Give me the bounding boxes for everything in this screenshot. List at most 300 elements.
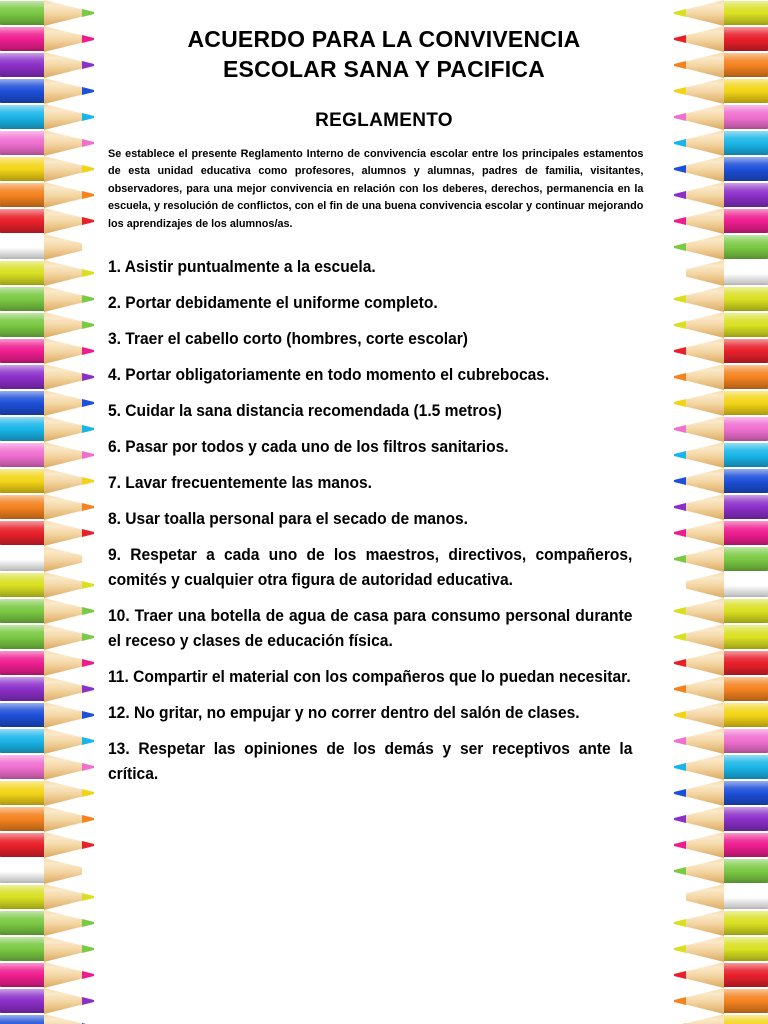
pencil-icon bbox=[0, 936, 96, 962]
pencil-icon bbox=[672, 234, 768, 260]
pencil-icon bbox=[672, 338, 768, 364]
pencil-icon bbox=[672, 208, 768, 234]
pencil-lead-point bbox=[674, 945, 686, 953]
pencil-wood-tip bbox=[44, 78, 84, 104]
pencil-icon bbox=[0, 234, 96, 260]
pencil-barrel bbox=[722, 365, 768, 389]
pencil-wood-tip bbox=[44, 104, 84, 130]
rule-item: 3. Traer el cabello corto (hombres, corte escolar) bbox=[108, 330, 469, 349]
pencil-barrel bbox=[0, 469, 46, 493]
pencil-wood-tip bbox=[684, 988, 724, 1014]
pencil-wood-tip bbox=[44, 624, 84, 650]
pencil-lead-point bbox=[674, 451, 686, 459]
pencil-barrel bbox=[0, 209, 46, 233]
pencil-wood-tip bbox=[684, 234, 724, 260]
pencil-barrel bbox=[0, 365, 46, 389]
pencil-lead-point bbox=[82, 243, 94, 251]
pencil-barrel bbox=[0, 599, 46, 623]
pencil-lead-point bbox=[674, 685, 686, 693]
pencil-lead-point bbox=[674, 191, 686, 199]
pencil-lead-point bbox=[674, 9, 686, 17]
pencil-barrel bbox=[722, 573, 768, 597]
pencil-barrel bbox=[0, 911, 46, 935]
title-line-2: ESCOLAR SANA Y PACIFICA bbox=[223, 56, 545, 82]
pencil-lead-point bbox=[82, 295, 94, 303]
pencil-lead-point bbox=[674, 971, 686, 979]
pencil-icon bbox=[0, 832, 96, 858]
pencil-wood-tip bbox=[44, 546, 84, 572]
pencil-wood-tip bbox=[684, 286, 724, 312]
page-title bbox=[108, 24, 660, 84]
pencil-icon bbox=[672, 728, 768, 754]
pencil-wood-tip bbox=[44, 312, 84, 338]
rules-list bbox=[108, 255, 660, 787]
pencil-icon bbox=[0, 156, 96, 182]
pencil-barrel bbox=[722, 339, 768, 363]
pencil-barrel bbox=[722, 417, 768, 441]
pencil-barrel bbox=[722, 183, 768, 207]
pencil-lead-point bbox=[82, 711, 94, 719]
pencil-barrel bbox=[0, 313, 46, 337]
pencil-lead-point bbox=[674, 243, 686, 251]
pencil-barrel bbox=[0, 781, 46, 805]
pencil-icon bbox=[0, 546, 96, 572]
pencil-barrel bbox=[0, 27, 46, 51]
pencil-icon bbox=[0, 442, 96, 468]
pencil-icon bbox=[672, 78, 768, 104]
pencil-barrel bbox=[722, 79, 768, 103]
rule-item: 8. Usar toalla personal para el secado de manos. bbox=[108, 510, 469, 529]
pencil-icon bbox=[0, 988, 96, 1014]
pencil-wood-tip bbox=[684, 208, 724, 234]
pencil-icon bbox=[672, 598, 768, 624]
pencil-lead-point bbox=[674, 815, 686, 823]
pencil-barrel bbox=[722, 521, 768, 545]
pencil-lead-point bbox=[82, 893, 94, 901]
pencil-icon bbox=[0, 780, 96, 806]
pencil-wood-tip bbox=[684, 442, 724, 468]
pencil-barrel bbox=[0, 287, 46, 311]
pencil-icon bbox=[672, 286, 768, 312]
pencil-lead-point bbox=[674, 165, 686, 173]
pencil-barrel bbox=[0, 53, 46, 77]
pencil-wood-tip bbox=[684, 468, 724, 494]
pencil-wood-tip bbox=[684, 806, 724, 832]
pencil-icon bbox=[672, 572, 768, 598]
pencil-lead-point bbox=[674, 555, 686, 563]
pencil-icon bbox=[0, 26, 96, 52]
pencil-wood-tip bbox=[44, 234, 84, 260]
pencil-icon bbox=[0, 208, 96, 234]
pencil-wood-tip bbox=[44, 286, 84, 312]
pencil-icon bbox=[0, 520, 96, 546]
pencil-lead-point bbox=[82, 35, 94, 43]
pencil-barrel bbox=[722, 261, 768, 285]
pencil-lead-point bbox=[674, 139, 686, 147]
pencil-wood-tip bbox=[684, 26, 724, 52]
pencil-wood-tip bbox=[684, 546, 724, 572]
pencil-barrel bbox=[0, 651, 46, 675]
pencil-icon bbox=[0, 130, 96, 156]
rule-item: 9. Respetar a cada uno de los maestros, directivos, compañeros, comités y cualquier otra figura de autoridad educativa. bbox=[108, 546, 633, 590]
pencil-wood-tip bbox=[44, 988, 84, 1014]
pencil-lead-point bbox=[82, 555, 94, 563]
pencil-icon bbox=[672, 364, 768, 390]
pencil-wood-tip bbox=[684, 182, 724, 208]
pencil-lead-point bbox=[82, 477, 94, 485]
pencil-wood-tip bbox=[44, 650, 84, 676]
pencil-icon bbox=[672, 676, 768, 702]
pencil-lead-point bbox=[674, 659, 686, 667]
rule-item: 2. Portar debidamente el uniforme completo. bbox=[108, 294, 438, 313]
pencil-icon bbox=[0, 416, 96, 442]
pencil-barrel bbox=[0, 261, 46, 285]
pencil-lead-point bbox=[82, 61, 94, 69]
pencil-wood-tip bbox=[44, 26, 84, 52]
pencil-wood-tip bbox=[44, 936, 84, 962]
pencil-lead-point bbox=[82, 9, 94, 17]
pencil-barrel bbox=[0, 833, 46, 857]
pencil-wood-tip bbox=[684, 754, 724, 780]
rule-item: 5. Cuidar la sana distancia recomendada (1.5 metros) bbox=[108, 402, 502, 421]
pencil-icon bbox=[672, 624, 768, 650]
pencil-barrel bbox=[722, 859, 768, 883]
pencil-barrel bbox=[722, 937, 768, 961]
pencil-wood-tip bbox=[44, 832, 84, 858]
pencil-lead-point bbox=[674, 581, 686, 589]
pencil-icon bbox=[672, 702, 768, 728]
pencil-lead-point bbox=[674, 217, 686, 225]
pencil-icon bbox=[0, 598, 96, 624]
pencil-wood-tip bbox=[44, 520, 84, 546]
pencil-icon bbox=[0, 728, 96, 754]
pencil-wood-tip bbox=[44, 364, 84, 390]
pencil-icon bbox=[0, 364, 96, 390]
pencil-lead-point bbox=[674, 711, 686, 719]
pencil-lead-point bbox=[82, 165, 94, 173]
pencil-barrel bbox=[722, 235, 768, 259]
pencil-lead-point bbox=[82, 217, 94, 225]
pencil-wood-tip bbox=[684, 130, 724, 156]
pencil-wood-tip bbox=[44, 390, 84, 416]
pencil-barrel bbox=[722, 469, 768, 493]
pencil-icon bbox=[0, 312, 96, 338]
pencil-wood-tip bbox=[684, 572, 724, 598]
pencil-barrel bbox=[722, 53, 768, 77]
pencil-wood-tip bbox=[44, 468, 84, 494]
pencil-barrel bbox=[0, 131, 46, 155]
pencil-barrel bbox=[0, 677, 46, 701]
pencil-lead-point bbox=[674, 321, 686, 329]
pencil-lead-point bbox=[674, 893, 686, 901]
pencil-wood-tip bbox=[44, 780, 84, 806]
pencil-wood-tip bbox=[44, 338, 84, 364]
pencil-lead-point bbox=[674, 425, 686, 433]
pencil-icon bbox=[672, 312, 768, 338]
pencil-barrel bbox=[722, 989, 768, 1013]
pencil-wood-tip bbox=[44, 494, 84, 520]
pencil-wood-tip bbox=[44, 572, 84, 598]
document-content bbox=[96, 0, 672, 1024]
pencil-lead-point bbox=[674, 87, 686, 95]
pencil-icon bbox=[0, 572, 96, 598]
pencil-barrel bbox=[722, 729, 768, 753]
pencil-lead-point bbox=[674, 503, 686, 511]
title-line-1: ACUERDO PARA LA CONVIVENCIA bbox=[187, 26, 581, 52]
pencil-wood-tip bbox=[684, 884, 724, 910]
pencil-lead-point bbox=[674, 113, 686, 121]
pencil-icon bbox=[672, 936, 768, 962]
pencil-wood-tip bbox=[44, 130, 84, 156]
pencil-barrel bbox=[722, 911, 768, 935]
pencil-lead-point bbox=[82, 919, 94, 927]
pencil-icon bbox=[0, 624, 96, 650]
pencil-lead-point bbox=[82, 399, 94, 407]
pencil-barrel bbox=[722, 651, 768, 675]
pencil-lead-point bbox=[82, 529, 94, 537]
pencil-wood-tip bbox=[44, 156, 84, 182]
pencil-wood-tip bbox=[684, 338, 724, 364]
pencil-lead-point bbox=[674, 61, 686, 69]
pencil-lead-point bbox=[674, 997, 686, 1005]
pencil-lead-point bbox=[82, 347, 94, 355]
pencil-icon bbox=[672, 884, 768, 910]
pencil-wood-tip bbox=[44, 754, 84, 780]
pencil-barrel bbox=[0, 807, 46, 831]
pencil-lead-point bbox=[82, 87, 94, 95]
pencil-icon bbox=[0, 260, 96, 286]
pencil-wood-tip bbox=[44, 702, 84, 728]
pencil-icon bbox=[0, 806, 96, 832]
pencil-lead-point bbox=[674, 35, 686, 43]
pencil-barrel bbox=[722, 157, 768, 181]
pencil-barrel bbox=[722, 703, 768, 727]
pencil-barrel bbox=[0, 729, 46, 753]
pencil-lead-point bbox=[82, 867, 94, 875]
pencil-lead-point bbox=[82, 191, 94, 199]
rule-item: 10. Traer una botella de agua de casa para consumo personal durante el receso y clases de educación física. bbox=[108, 607, 633, 651]
pencil-lead-point bbox=[82, 945, 94, 953]
pencil-lead-point bbox=[82, 113, 94, 121]
pencil-wood-tip bbox=[684, 598, 724, 624]
pencil-icon bbox=[672, 416, 768, 442]
rule-item: 1. Asistir puntualmente a la escuela. bbox=[108, 258, 376, 277]
pencil-icon bbox=[0, 702, 96, 728]
pencil-icon bbox=[0, 676, 96, 702]
pencil-barrel bbox=[722, 885, 768, 909]
pencil-barrel bbox=[0, 495, 46, 519]
pencil-lead-point bbox=[674, 373, 686, 381]
rule-item: 12. No gritar, no empujar y no correr dentro del salón de clases. bbox=[108, 704, 580, 723]
pencil-barrel bbox=[0, 391, 46, 415]
pencil-lead-point bbox=[674, 607, 686, 615]
pencil-wood-tip bbox=[684, 962, 724, 988]
pencil-lead-point bbox=[82, 997, 94, 1005]
pencil-wood-tip bbox=[44, 260, 84, 286]
pencil-barrel bbox=[0, 339, 46, 363]
pencil-barrel bbox=[0, 937, 46, 961]
pencil-barrel bbox=[0, 989, 46, 1013]
pencil-icon bbox=[672, 442, 768, 468]
pencil-wood-tip bbox=[684, 494, 724, 520]
pencil-lead-point bbox=[82, 659, 94, 667]
pencil-barrel bbox=[722, 495, 768, 519]
pencil-barrel bbox=[722, 313, 768, 337]
pencil-barrel bbox=[722, 755, 768, 779]
pencil-lead-point bbox=[82, 633, 94, 641]
pencil-barrel bbox=[722, 599, 768, 623]
pencil-barrel bbox=[722, 105, 768, 129]
rule-item: 13. Respetar las opiniones de los demás y ser receptivos ante la crítica. bbox=[108, 740, 633, 784]
pencil-icon bbox=[0, 182, 96, 208]
pencil-wood-tip bbox=[684, 624, 724, 650]
pencil-wood-tip bbox=[684, 156, 724, 182]
pencil-barrel bbox=[0, 183, 46, 207]
pencil-wood-tip bbox=[684, 0, 724, 26]
pencil-wood-tip bbox=[684, 1014, 724, 1024]
pencil-wood-tip bbox=[44, 52, 84, 78]
section-heading-reglamento: REGLAMENTO bbox=[315, 110, 453, 131]
pencil-barrel bbox=[722, 833, 768, 857]
pencil-barrel bbox=[0, 1, 46, 25]
pencil-icon bbox=[672, 650, 768, 676]
pencil-icon bbox=[672, 832, 768, 858]
pencil-lead-point bbox=[82, 737, 94, 745]
pencil-icon bbox=[0, 858, 96, 884]
pencil-icon bbox=[0, 104, 96, 130]
pencil-wood-tip bbox=[684, 650, 724, 676]
pencil-icon bbox=[0, 884, 96, 910]
pencil-icon bbox=[672, 962, 768, 988]
pencil-barrel bbox=[0, 235, 46, 259]
pencil-wood-tip bbox=[44, 728, 84, 754]
pencil-icon bbox=[672, 546, 768, 572]
pencil-wood-tip bbox=[684, 832, 724, 858]
pencil-lead-point bbox=[82, 815, 94, 823]
pencil-wood-tip bbox=[684, 260, 724, 286]
pencil-wood-tip bbox=[44, 208, 84, 234]
pencil-icon bbox=[0, 650, 96, 676]
pencil-icon bbox=[0, 468, 96, 494]
pencil-icon bbox=[0, 390, 96, 416]
pencil-lead-point bbox=[82, 685, 94, 693]
colored-pencils-right-border bbox=[672, 0, 768, 1024]
pencil-lead-point bbox=[674, 789, 686, 797]
pencil-barrel bbox=[722, 391, 768, 415]
pencil-lead-point bbox=[674, 269, 686, 277]
pencil-lead-point bbox=[674, 295, 686, 303]
pencil-barrel bbox=[0, 1015, 46, 1024]
pencil-icon bbox=[0, 78, 96, 104]
pencil-lead-point bbox=[82, 503, 94, 511]
pencil-wood-tip bbox=[684, 390, 724, 416]
pencil-barrel bbox=[0, 859, 46, 883]
pencil-wood-tip bbox=[684, 780, 724, 806]
pencil-icon bbox=[672, 182, 768, 208]
pencil-icon bbox=[672, 468, 768, 494]
pencil-wood-tip bbox=[44, 416, 84, 442]
pencil-icon bbox=[0, 286, 96, 312]
pencil-lead-point bbox=[82, 321, 94, 329]
pencil-lead-point bbox=[674, 529, 686, 537]
pencil-lead-point bbox=[82, 841, 94, 849]
pencil-barrel bbox=[0, 963, 46, 987]
pencil-wood-tip bbox=[684, 676, 724, 702]
pencil-lead-point bbox=[82, 373, 94, 381]
pencil-wood-tip bbox=[684, 858, 724, 884]
pencil-icon bbox=[672, 156, 768, 182]
pencil-icon bbox=[672, 260, 768, 286]
pencil-barrel bbox=[0, 443, 46, 467]
pencil-icon bbox=[0, 962, 96, 988]
pencil-icon bbox=[0, 52, 96, 78]
pencil-barrel bbox=[722, 807, 768, 831]
pencil-icon bbox=[0, 910, 96, 936]
pencil-lead-point bbox=[674, 633, 686, 641]
pencil-barrel bbox=[722, 547, 768, 571]
pencil-lead-point bbox=[82, 763, 94, 771]
pencil-wood-tip bbox=[44, 962, 84, 988]
pencil-icon bbox=[672, 390, 768, 416]
pencil-barrel bbox=[722, 1, 768, 25]
pencil-barrel bbox=[0, 625, 46, 649]
colored-pencils-left-border bbox=[0, 0, 96, 1024]
pencil-wood-tip bbox=[684, 936, 724, 962]
pencil-lead-point bbox=[674, 477, 686, 485]
rule-item: 6. Pasar por todos y cada uno de los filtros sanitarios. bbox=[108, 438, 509, 457]
pencil-icon bbox=[672, 1014, 768, 1024]
pencil-wood-tip bbox=[44, 442, 84, 468]
pencil-wood-tip bbox=[44, 858, 84, 884]
pencil-barrel bbox=[722, 781, 768, 805]
pencil-wood-tip bbox=[44, 182, 84, 208]
pencil-lead-point bbox=[82, 789, 94, 797]
rule-item: 4. Portar obligatoriamente en todo momento el cubrebocas. bbox=[108, 366, 550, 385]
pencil-wood-tip bbox=[684, 702, 724, 728]
pencil-barrel bbox=[722, 209, 768, 233]
pencil-lead-point bbox=[674, 399, 686, 407]
pencil-lead-point bbox=[674, 763, 686, 771]
pencil-icon bbox=[672, 910, 768, 936]
pencil-barrel bbox=[0, 157, 46, 181]
rule-item: 11. Compartir el material con los compañeros que lo puedan necesitar. bbox=[108, 668, 631, 687]
pencil-lead-point bbox=[82, 607, 94, 615]
pencil-lead-point bbox=[674, 867, 686, 875]
pencil-wood-tip bbox=[684, 728, 724, 754]
pencil-lead-point bbox=[82, 581, 94, 589]
pencil-icon bbox=[0, 338, 96, 364]
pencil-barrel bbox=[0, 521, 46, 545]
pencil-barrel bbox=[722, 625, 768, 649]
pencil-wood-tip bbox=[44, 598, 84, 624]
pencil-barrel bbox=[0, 417, 46, 441]
pencil-barrel bbox=[0, 573, 46, 597]
rule-item: 7. Lavar frecuentemente las manos. bbox=[108, 474, 372, 493]
pencil-barrel bbox=[722, 131, 768, 155]
pencil-wood-tip bbox=[684, 416, 724, 442]
pencil-icon bbox=[672, 780, 768, 806]
pencil-barrel bbox=[0, 547, 46, 571]
pencil-wood-tip bbox=[684, 312, 724, 338]
pencil-barrel bbox=[722, 443, 768, 467]
pencil-wood-tip bbox=[44, 806, 84, 832]
pencil-lead-point bbox=[82, 971, 94, 979]
pencil-wood-tip bbox=[684, 364, 724, 390]
pencil-barrel bbox=[722, 1015, 768, 1024]
pencil-icon bbox=[672, 494, 768, 520]
pencil-icon bbox=[672, 520, 768, 546]
pencil-icon bbox=[0, 1014, 96, 1024]
